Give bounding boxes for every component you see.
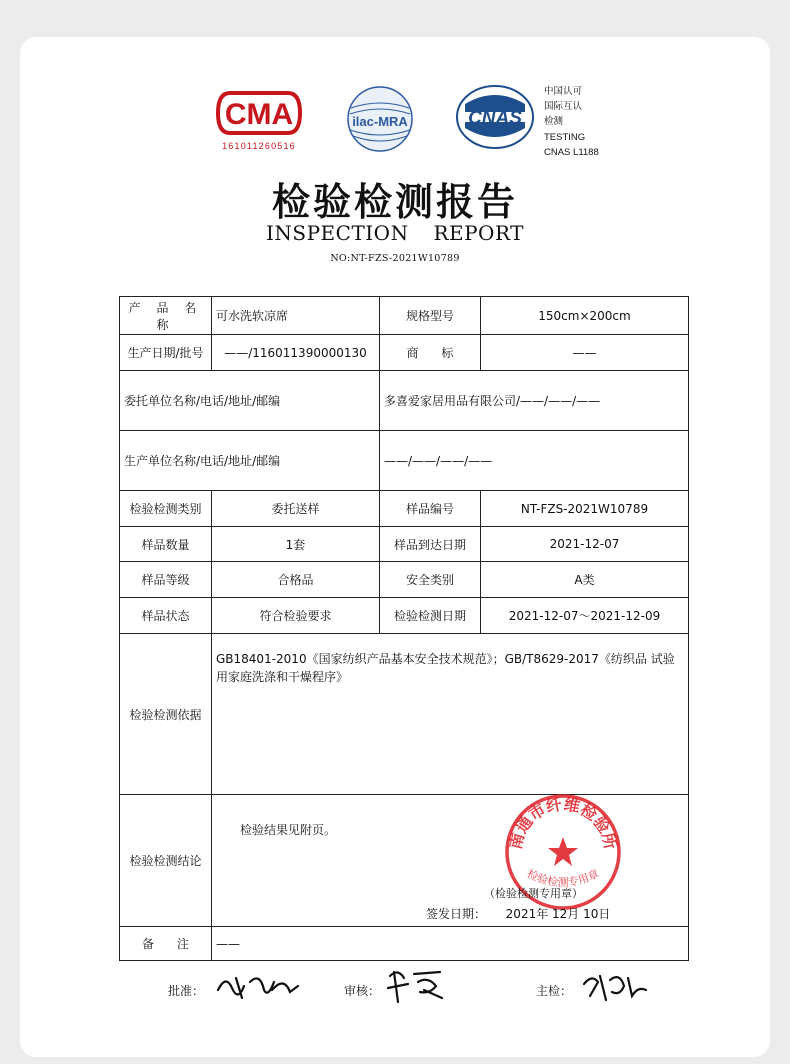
safety-label: 安全类别 [380, 562, 481, 598]
table-row [120, 431, 689, 491]
trademark-label: 商 标 [380, 335, 481, 371]
cnas-logo [455, 84, 535, 154]
report-table [119, 296, 689, 961]
table-row [120, 634, 689, 795]
table-row [120, 297, 689, 335]
state-label: 样品状态 [120, 598, 212, 634]
report-number: NO:NT-FZS-2021W10789 [330, 253, 460, 264]
basis-value: GB18401-2010《国家纺织产品基本安全技术规范》；GB/T8629-2017《纺织品 试验用家庭洗涤和干燥程序》 [212, 634, 689, 795]
report-title: 检验检测报告 [271, 180, 518, 224]
safety-value: A类 [481, 562, 689, 598]
state-value: 符合检验要求 [212, 598, 380, 634]
grade-value: 合格品 [212, 562, 380, 598]
spec-value: 150cm×200cm [481, 297, 689, 335]
conclusion-label: 检验检测结论 [120, 795, 212, 927]
arrival-label: 样品到达日期 [380, 527, 481, 562]
table-row [120, 491, 689, 527]
producer-label: 生产单位名称/电话/地址/邮编 [120, 431, 380, 491]
seal-bottom-text: 检验检测专用章 [524, 867, 602, 889]
table-row [120, 562, 689, 598]
category-value: 委托送样 [212, 491, 380, 527]
table-row [120, 371, 689, 431]
lead-label: 主检： [536, 984, 573, 998]
client-value: 多喜爱家居用品有限公司/——/——/—— [380, 371, 689, 431]
test-date-label: 检验检测日期 [380, 598, 481, 634]
lead-signature [536, 982, 572, 999]
review-signature-icon [384, 964, 454, 1006]
ilac-logo-text: ilac-MRA [352, 114, 408, 129]
table-row [120, 927, 689, 961]
table-row [120, 335, 689, 371]
seal-org-name: 南通市纤维检验所 [505, 794, 621, 852]
ilac-mra-logo [345, 84, 415, 158]
client-label: 委托单位名称/电话/地址/邮编 [120, 371, 380, 431]
cma-number: 161011260516 [222, 141, 296, 151]
arrival-value: 2021-12-07 [481, 527, 689, 562]
sample-no-value: NT-FZS-2021W10789 [481, 491, 689, 527]
table-row [120, 527, 689, 562]
approve-signature-icon [214, 968, 304, 1004]
conclusion-cell [212, 795, 689, 927]
cnas-caption: 中国认可 国际互认 检测 TESTING CNAS L1188 [544, 86, 599, 158]
cma-logo-text: CMA [224, 98, 294, 131]
trademark-value: —— [481, 335, 689, 371]
sample-no-label: 样品编号 [380, 491, 481, 527]
sign-date-line [426, 887, 611, 922]
test-date-value: 2021-12-07～2021-12-09 [481, 598, 689, 634]
cma-logo [216, 87, 302, 151]
approve-signature [168, 982, 204, 999]
product-name-label: 产 品 名 称 [120, 297, 212, 335]
approve-label: 批准： [168, 984, 205, 998]
product-name-value: 可水洗软凉席 [212, 297, 380, 335]
stamp-note: （检验检测专用章） [484, 887, 583, 900]
sign-date-value: 2021年 12月 10日 [505, 907, 611, 921]
basis-label: 检验检测依据 [120, 634, 212, 795]
quantity-label: 样品数量 [120, 527, 212, 562]
table-row [120, 598, 689, 634]
producer-value: ——/——/——/—— [380, 431, 689, 491]
report-subtitle: INSPECTION REPORT [265, 221, 524, 245]
batch-value: ——/116011390000130 [212, 335, 380, 371]
table-row [120, 795, 689, 927]
batch-label: 生产日期/批号 [120, 335, 212, 371]
spec-label: 规格型号 [380, 297, 481, 335]
remark-value: —— [212, 927, 689, 961]
review-signature [344, 982, 380, 999]
sign-date-label: 签发日期： [426, 907, 487, 921]
cnas-logo-text: CNAS [468, 108, 522, 129]
quantity-value: 1套 [212, 527, 380, 562]
lead-signature-icon [580, 966, 650, 1006]
conclusion-text: 检验结果见附页。 [240, 823, 337, 837]
grade-label: 样品等级 [120, 562, 212, 598]
remark-label: 备 注 [120, 927, 212, 961]
review-label: 审核： [344, 984, 381, 998]
category-label: 检验检测类别 [120, 491, 212, 527]
